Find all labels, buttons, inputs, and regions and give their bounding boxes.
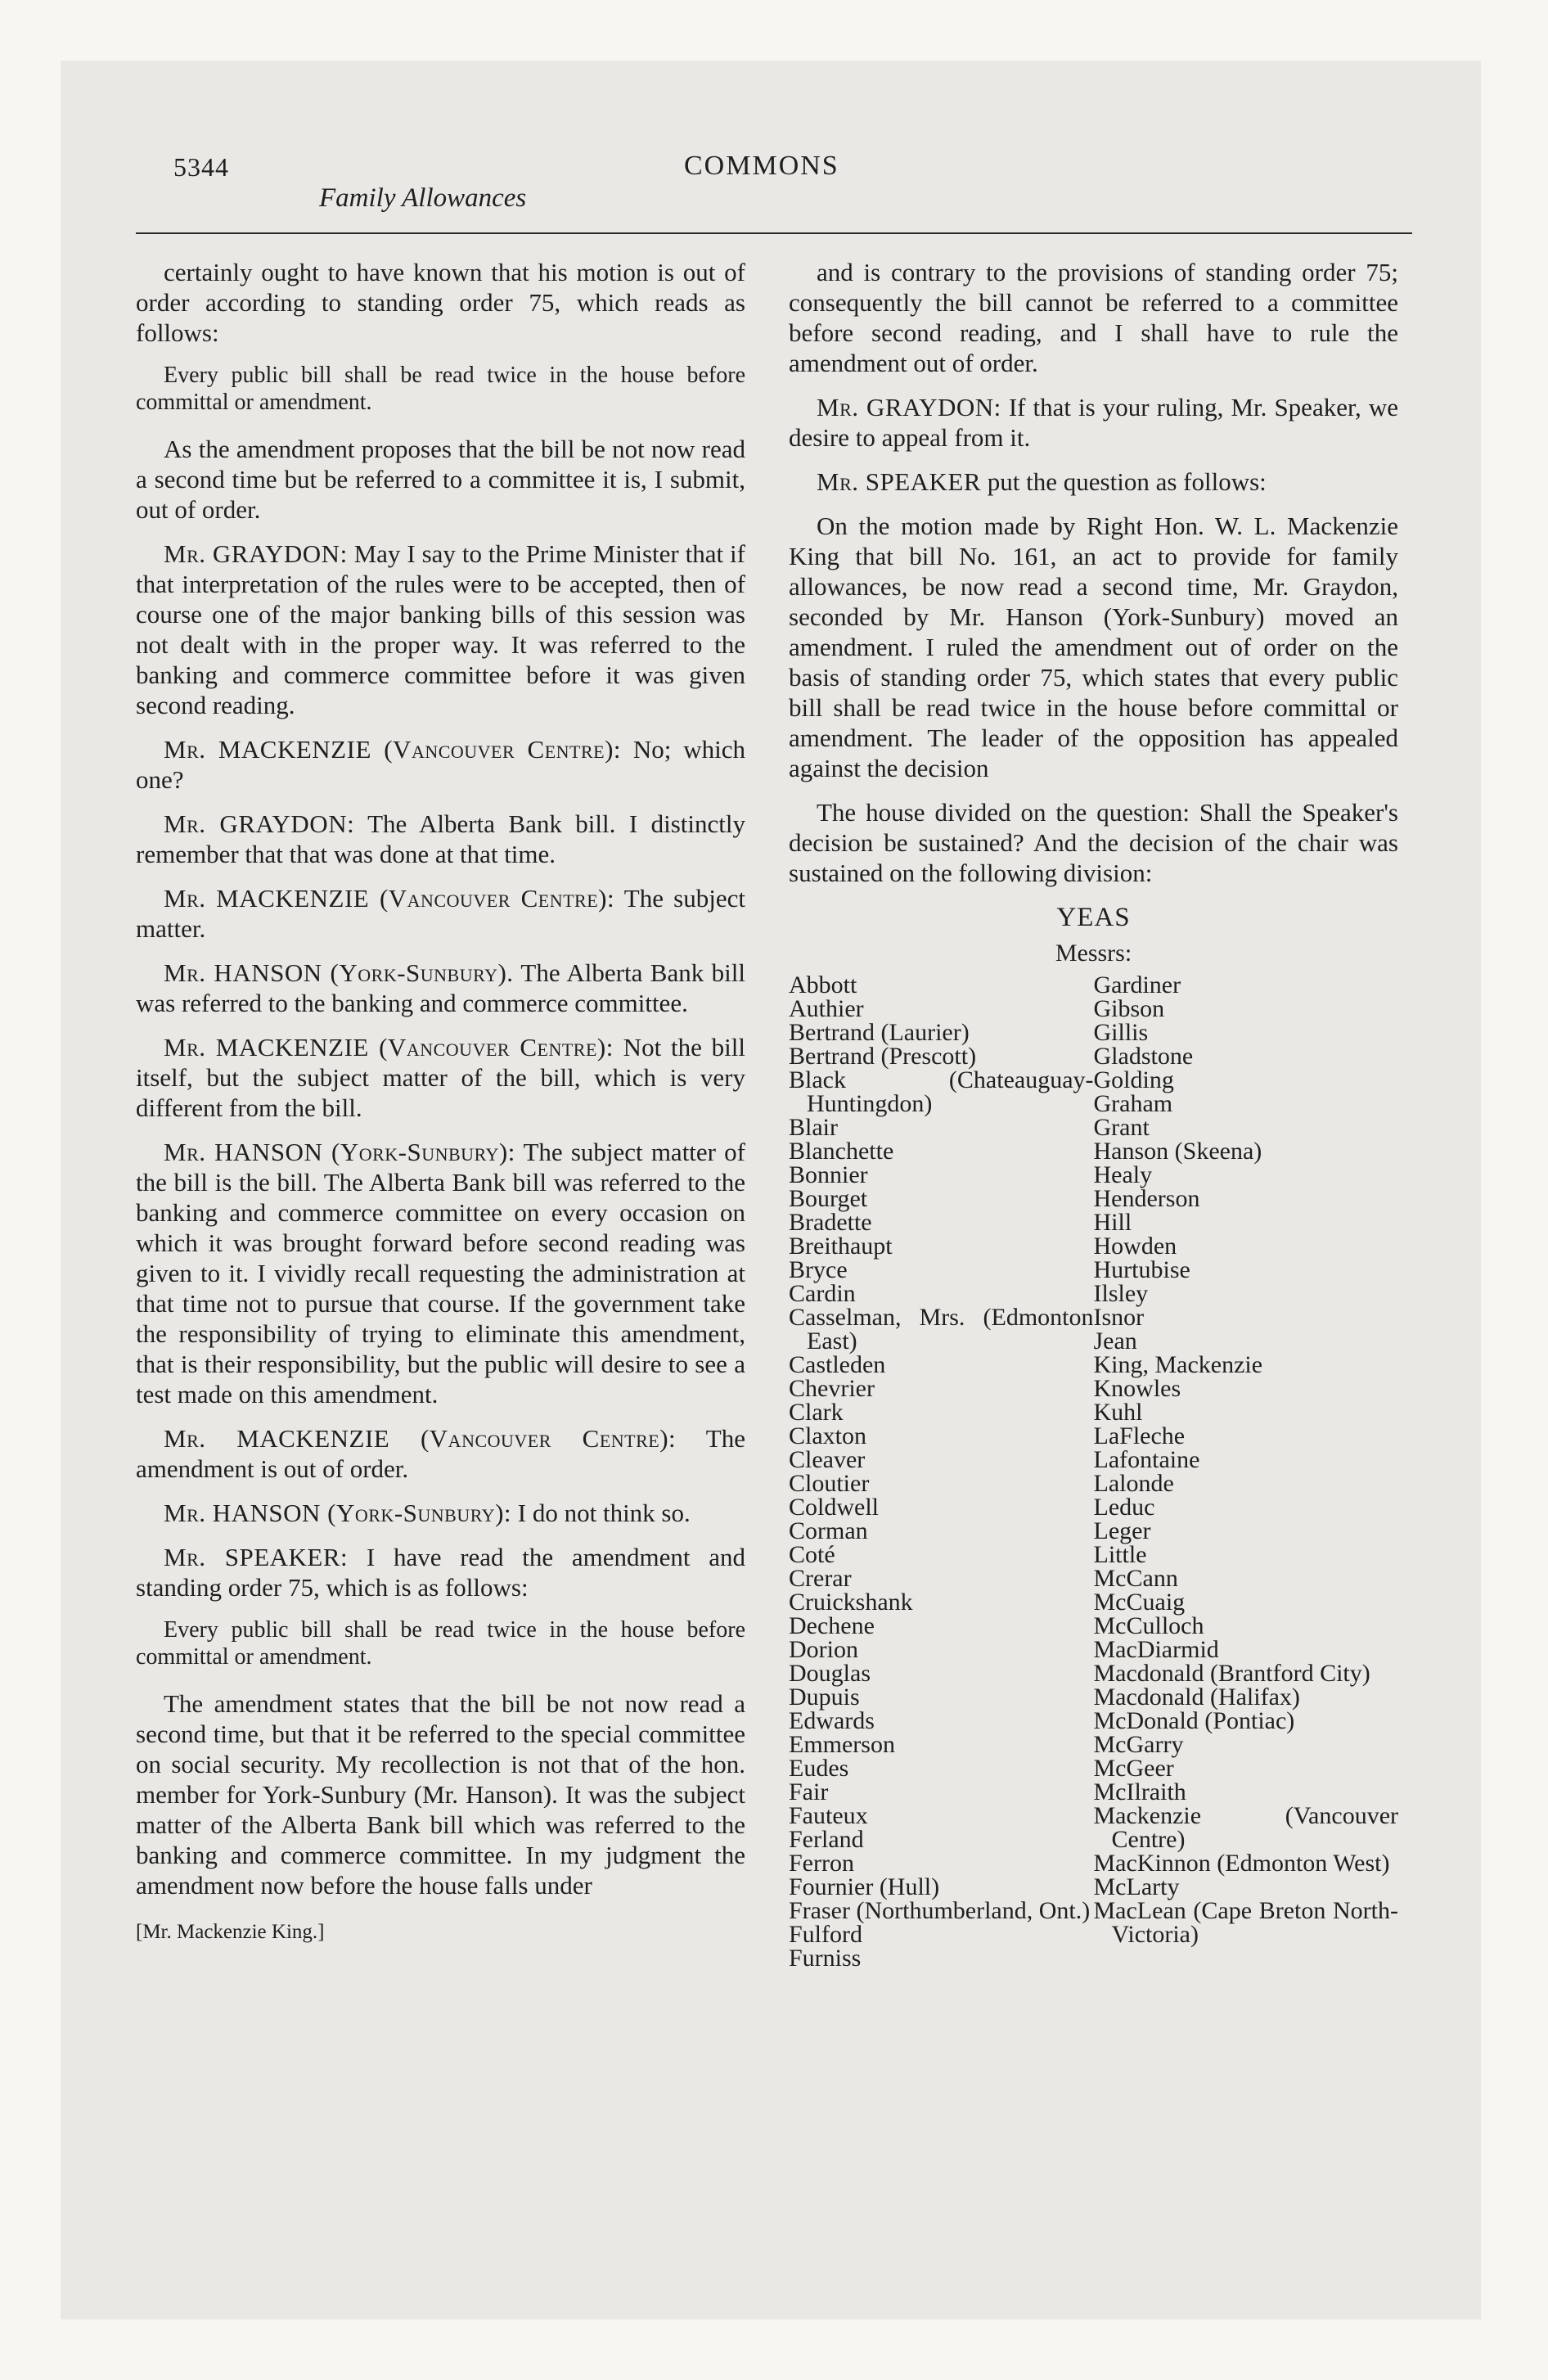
quoted-standing-order: Every public bill shall be read twice in the house before committal or amendment. <box>136 1617 745 1670</box>
member-name: Ferron <box>789 1850 854 1877</box>
speech-text: The amendment is out of order. <box>136 1424 746 1483</box>
left-column <box>136 257 745 1961</box>
member-name: Grant <box>1093 1114 1150 1141</box>
speaker-name: Mr. MACKENZIE (Vancouver Centre): <box>164 1424 677 1453</box>
member-name: Macdonald (Brantford City) <box>1093 1660 1370 1687</box>
member-name: McCulloch <box>1093 1612 1204 1639</box>
speaker-name: Mr. HANSON (York-Sunbury): <box>164 1138 515 1166</box>
member-name: Cruickshank <box>789 1589 913 1616</box>
member-name: Edwards <box>789 1707 875 1734</box>
member-name: Bradette <box>789 1209 872 1236</box>
speech-paragraph <box>136 809 745 869</box>
body-paragraph: certainly ought to have known that his motion is out of order according to standing order 75, which reads as follows: <box>136 258 745 347</box>
speech-text: Not the bill itself, but the subject matter of the bill, which is very different from the bill. <box>136 1033 745 1122</box>
speech-text: I do not think so. <box>511 1499 691 1527</box>
speech-paragraph <box>136 1137 745 1409</box>
member-name: Coté <box>789 1541 835 1568</box>
member-name: Corman <box>789 1517 868 1544</box>
member-name: Douglas <box>789 1660 871 1687</box>
member-name: MacLean (Cape Breton North-Victoria) <box>1093 1897 1398 1948</box>
speech-text: put the question as follows: <box>981 467 1267 496</box>
names-column-right <box>1094 973 1399 1970</box>
division-heading: YEAS <box>1056 903 1131 932</box>
speech-text: The Alberta Bank bill was referred to the banking and commerce committee. <box>136 958 745 1017</box>
member-name: Hurtubise <box>1093 1256 1190 1283</box>
division-subheading: Messrs: <box>1055 940 1132 967</box>
member-name: Black (Chateauguay-Huntingdon) <box>789 1066 1094 1117</box>
member-name: Henderson <box>1093 1185 1200 1212</box>
speech-text: If that is your ruling, Mr. Speaker, we desire to appeal from it. <box>789 393 1398 452</box>
speech-paragraph <box>789 467 1398 497</box>
speech-paragraph <box>136 1032 745 1123</box>
member-name: Bertrand (Prescott) <box>789 1043 977 1070</box>
member-name: McCuaig <box>1093 1589 1186 1616</box>
member-name: McGarry <box>1093 1731 1184 1758</box>
member-name: Blair <box>789 1114 838 1141</box>
member-name: Cardin <box>789 1280 856 1307</box>
speech-paragraph <box>136 1542 745 1602</box>
speech-paragraph <box>136 883 745 944</box>
body-paragraph: The house divided on the question: Shall the Speaker's decision be sustained? And the decision of the chair was sustained on the following division: <box>789 798 1398 887</box>
member-name: Golding <box>1093 1066 1174 1093</box>
member-name: McLarty <box>1093 1873 1180 1900</box>
member-name: Bourget <box>789 1185 868 1212</box>
page-number: 5344 <box>173 152 229 182</box>
speech-text: May I say to the Prime Minister that if that interpretation of the rules were to be accepted, then of course one of the major banking bills of this session was not dealt with in the proper way. It was referred to the banking and commerce committee before it was given second reading. <box>136 539 745 719</box>
speech-paragraph <box>136 1423 745 1484</box>
member-name: Chevrier <box>789 1375 875 1402</box>
member-name: Emmerson <box>789 1731 895 1758</box>
right-column-text <box>789 257 1398 888</box>
member-name: Cloutier <box>789 1470 870 1497</box>
body-paragraph: and is contrary to the provisions of standing order 75; consequently the bill cannot be referred to a committee before second reading, and I shall have to rule the amendment out of order. <box>789 258 1398 377</box>
speech-text: The subject matter. <box>136 884 745 943</box>
member-name: Bonnier <box>789 1161 868 1188</box>
member-name: Lafontaine <box>1093 1446 1200 1473</box>
body-paragraph: As the amendment proposes that the bill be not now read a second time but be referred to a committee it is, I submit, out of order. <box>136 435 745 524</box>
member-name: Gardiner <box>1093 971 1181 998</box>
member-name: Ferland <box>789 1826 864 1853</box>
member-name: Dorion <box>789 1636 858 1663</box>
member-name: Leduc <box>1093 1494 1155 1521</box>
member-name: McGeer <box>1093 1755 1174 1782</box>
member-name: Fulford <box>789 1921 862 1948</box>
member-name: Leger <box>1093 1517 1151 1544</box>
names-column-left <box>789 973 1094 1970</box>
member-name: Coldwell <box>789 1494 879 1521</box>
page-footer-note: [Mr. Mackenzie King.] <box>136 1921 325 1943</box>
member-name: Cleaver <box>789 1446 866 1473</box>
member-name: Bertrand (Laurier) <box>789 1019 970 1046</box>
speaker-name: Mr. GRAYDON: <box>164 539 348 568</box>
speech-paragraph <box>136 539 745 720</box>
member-name: Ilsley <box>1093 1280 1149 1307</box>
member-name: Dechene <box>789 1612 875 1639</box>
member-name: MacKinnon (Edmonton West) <box>1093 1850 1390 1877</box>
member-name: Claxton <box>789 1422 866 1449</box>
speech-text: I have read the amendment and standing order 75, which is as follows: <box>136 1543 746 1602</box>
member-name: MacDiarmid <box>1093 1636 1219 1663</box>
speaker-name: Mr. SPEAKER: <box>164 1543 349 1571</box>
member-name: Kuhl <box>1093 1399 1143 1426</box>
speech-text: No; which one? <box>136 735 745 794</box>
member-name: Blanchette <box>789 1138 894 1165</box>
member-name: Fauteux <box>789 1802 868 1829</box>
member-name: Casselman, Mrs. (Edmonton East) <box>789 1304 1094 1355</box>
speaker-name: Mr. MACKENZIE (Vancouver Centre): <box>164 1033 614 1062</box>
speech-text: The Alberta Bank bill. I distinctly remember that that was done at that time. <box>136 809 745 868</box>
member-name: Fournier (Hull) <box>789 1873 940 1900</box>
member-name: Eudes <box>789 1755 849 1782</box>
member-name: Gillis <box>1093 1019 1149 1046</box>
member-name: Knowles <box>1093 1375 1181 1402</box>
member-name: Macdonald (Halifax) <box>1093 1684 1300 1711</box>
member-name: Breithaupt <box>789 1233 893 1260</box>
member-name: Jean <box>1093 1327 1137 1355</box>
speech-text: The subject matter of the bill is the bill. The Alberta Bank bill was referred to the banking and commerce committee on every occasion on which it was brought forward before second reading was given to it. I vividly recall requesting the administration at that time not to pursue that course. If the government take the responsibility of trying to eliminate this amendment, that is their responsibility, but the public will desire to see a test made on this amendment. <box>136 1138 745 1409</box>
member-name: King, Mackenzie <box>1093 1351 1263 1378</box>
speaker-name: Mr. GRAYDON: <box>817 393 1001 421</box>
division-name-list <box>789 973 1398 1970</box>
member-name: Castleden <box>789 1351 886 1378</box>
member-name: Little <box>1093 1541 1147 1568</box>
member-name: McIlraith <box>1093 1778 1186 1805</box>
member-name: Fraser (Northumberland, Ont.) <box>789 1897 1091 1924</box>
speech-paragraph <box>789 392 1398 453</box>
member-name: Hanson (Skeena) <box>1093 1138 1262 1165</box>
member-name: Lalonde <box>1093 1470 1174 1497</box>
member-name: Gibson <box>1093 995 1165 1022</box>
quoted-standing-order: Every public bill shall be read twice in the house before committal or amendment. <box>136 363 745 415</box>
speech-paragraph <box>136 958 745 1018</box>
member-name: Isnor <box>1093 1304 1145 1331</box>
member-name: Healy <box>1093 1161 1153 1188</box>
member-name: Abbott <box>789 971 857 998</box>
speaker-name: Mr. HANSON (York-Sunbury): <box>164 1499 512 1527</box>
right-column <box>789 257 1398 1970</box>
speaker-name: Mr. MACKENZIE (Vancouver Centre): <box>164 884 615 913</box>
member-name: Graham <box>1093 1090 1173 1117</box>
member-name: Crerar <box>789 1565 852 1592</box>
member-name: Clark <box>789 1399 844 1426</box>
member-name: Hill <box>1093 1209 1132 1236</box>
member-name: McCann <box>1093 1565 1178 1592</box>
speaker-name: Mr. GRAYDON: <box>164 809 355 838</box>
member-name: Furniss <box>789 1945 862 1972</box>
section-title: Family Allowances <box>319 183 527 213</box>
member-name: Bryce <box>789 1256 848 1283</box>
speech-paragraph <box>136 734 745 795</box>
member-name: McDonald (Pontiac) <box>1093 1707 1295 1734</box>
member-name: Howden <box>1093 1233 1177 1260</box>
member-name: Gladstone <box>1093 1043 1194 1070</box>
member-name: Mackenzie (Vancouver Centre) <box>1093 1802 1398 1853</box>
member-name: Fair <box>789 1778 829 1805</box>
speaker-name: Mr. HANSON (York-Sunbury). <box>164 958 514 987</box>
member-name: Authier <box>789 995 864 1022</box>
speech-paragraph <box>136 1498 745 1528</box>
member-name: LaFleche <box>1093 1422 1186 1449</box>
page-header <box>61 61 1481 241</box>
journal-title: COMMONS <box>684 151 839 181</box>
speaker-name: Mr. SPEAKER <box>817 467 982 496</box>
body-paragraph: The amendment states that the bill be not now read a second time, but that it be referred to the special committee on social security. My recollection is not that of the hon. member for York-Sunbury (Mr. Hanson). It was the subject matter of the Alberta Bank bill which was referred to the banking and commerce committee. In my judgment the amendment now before the house falls under <box>136 1689 745 1900</box>
page <box>61 61 1481 2319</box>
body-paragraph: On the motion made by Right Hon. W. L. Mackenzie King that bill No. 161, an act to provide for family allowances, be now read a second time, Mr. Graydon, seconded by Mr. Hanson (York-Sunbury) moved an amendment. I ruled the amendment out of order on the basis of standing order 75, which states that every public bill shall be read twice in the house before committal or amendment. The leader of the opposition has appealed against the decision <box>789 512 1398 782</box>
speaker-name: Mr. MACKENZIE (Vancouver Centre): <box>164 735 622 764</box>
member-name: Dupuis <box>789 1684 860 1711</box>
header-rule <box>136 232 1412 234</box>
